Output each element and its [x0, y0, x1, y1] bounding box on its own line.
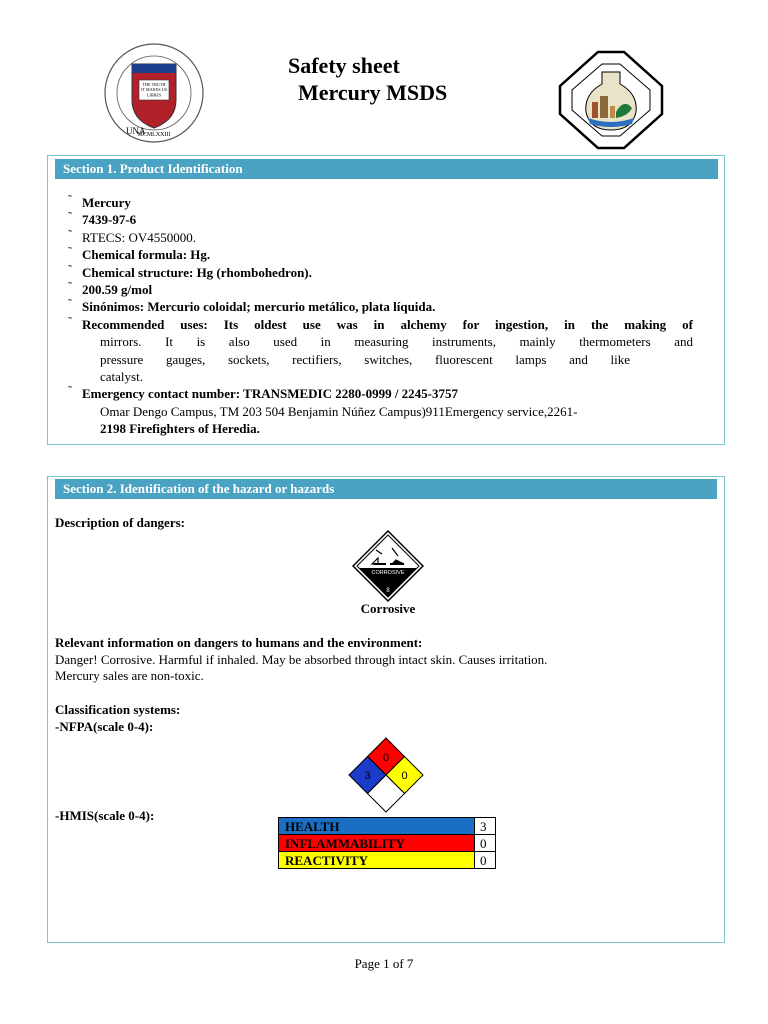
nfpa-diamond [348, 737, 424, 813]
hmis-label: -HMIS(scale 0-4): [55, 808, 155, 823]
list-item: ˜ 7439-97-6 [68, 209, 137, 228]
seal-motto-3: LIBRES [146, 92, 162, 98]
nfpa-health: 3 [364, 770, 371, 782]
corrosive-label: Corrosive [360, 601, 416, 616]
relevant-information-heading: Relevant information on dangers to humans and the environment: [55, 635, 423, 650]
classification-systems-heading: Classification systems: [55, 702, 181, 717]
hmis-table [278, 817, 496, 869]
hmis-health-label: HEALTH [279, 818, 475, 835]
hmis-reactivity-value: 0 [475, 852, 496, 869]
pictogram-number: 8 [386, 588, 390, 594]
table-row [279, 818, 496, 835]
table-row [279, 852, 496, 869]
page-title [288, 52, 447, 106]
seal-year: MCMLXXIII [137, 132, 171, 138]
section-1-title: Section 1. Product Identification [55, 159, 718, 179]
list-item: ˜ Chemical structure: Hg (rhombohedron). [68, 261, 312, 280]
nfpa-label: -NFPA(scale 0-4): [55, 718, 154, 734]
table-row [279, 835, 496, 852]
classification-systems [55, 702, 180, 735]
seal-mark: UNA [126, 126, 146, 136]
product-identification-list [68, 194, 693, 438]
hmis-inflammability-label: INFLAMMABILITY [279, 835, 475, 852]
hmis-inflammability-value: 0 [475, 835, 496, 852]
list-item: ˜ Chemical formula: Hg. [68, 244, 211, 263]
list-item-recommended-uses: ˜ Recommended uses: Its oldest use was in alchemy for ingestion, in the making of mirrors. It is also used in measuring instruments, mainly thermometers and pressure gauges, sockets, rectifiers, switches, fluorescent lamps and like catalyst. [68, 313, 693, 385]
escuela-quimica-logo [558, 50, 664, 150]
relevant-information-line-2: Mercury sales are non-toxic. [55, 668, 204, 683]
relevant-information [55, 635, 695, 685]
nfpa-flammability: 0 [382, 752, 390, 764]
list-item: ˜ RTECS: OV4550000. [68, 226, 197, 245]
list-item-emergency-contact: ˜ Emergency contact number: TRANSMEDIC 2280-0999 / 2245-3757 Omar Dengo Campus, TM 203 504 Benjamin Núñez Campus)911Emergency service,2261- 2198 Firefighters of Heredia. [68, 383, 578, 437]
list-item: ˜ Mercury [68, 192, 131, 210]
hmis-reactivity-label: REACTIVITY [279, 852, 475, 869]
pictogram-text: CORROSIVE [371, 570, 405, 576]
seal-motto-2: IT MAKES US [141, 87, 167, 92]
page-header [0, 0, 768, 150]
corrosive-pictogram-icon [352, 530, 424, 602]
list-item: ˜ 200.59 g/mol [68, 279, 153, 298]
universidad-nacional-seal-logo [104, 42, 204, 144]
section-product-identification [47, 155, 725, 445]
section-2-title: Section 2. Identification of the hazard or hazards [55, 479, 717, 499]
title-line-1: Safety sheet [288, 53, 400, 78]
description-of-dangers-heading: Description of dangers: [55, 515, 185, 530]
relevant-information-line-1: Danger! Corrosive. Harmful if inhaled. May be absorbed through intact skin. Causes irritation. [55, 651, 548, 667]
hmis-health-value: 3 [475, 818, 496, 835]
seal-motto-1: THE TRUTH [142, 82, 166, 87]
nfpa-reactivity: 0 [401, 770, 408, 782]
page-number: Page 1 of 7 [354, 956, 414, 971]
list-item: ˜ Sinónimos: Mercurio coloidal; mercurio metálico, plata líquida. [68, 296, 436, 315]
title-line-2: Mercury MSDS [298, 80, 448, 105]
section-hazard-identification [47, 476, 725, 943]
